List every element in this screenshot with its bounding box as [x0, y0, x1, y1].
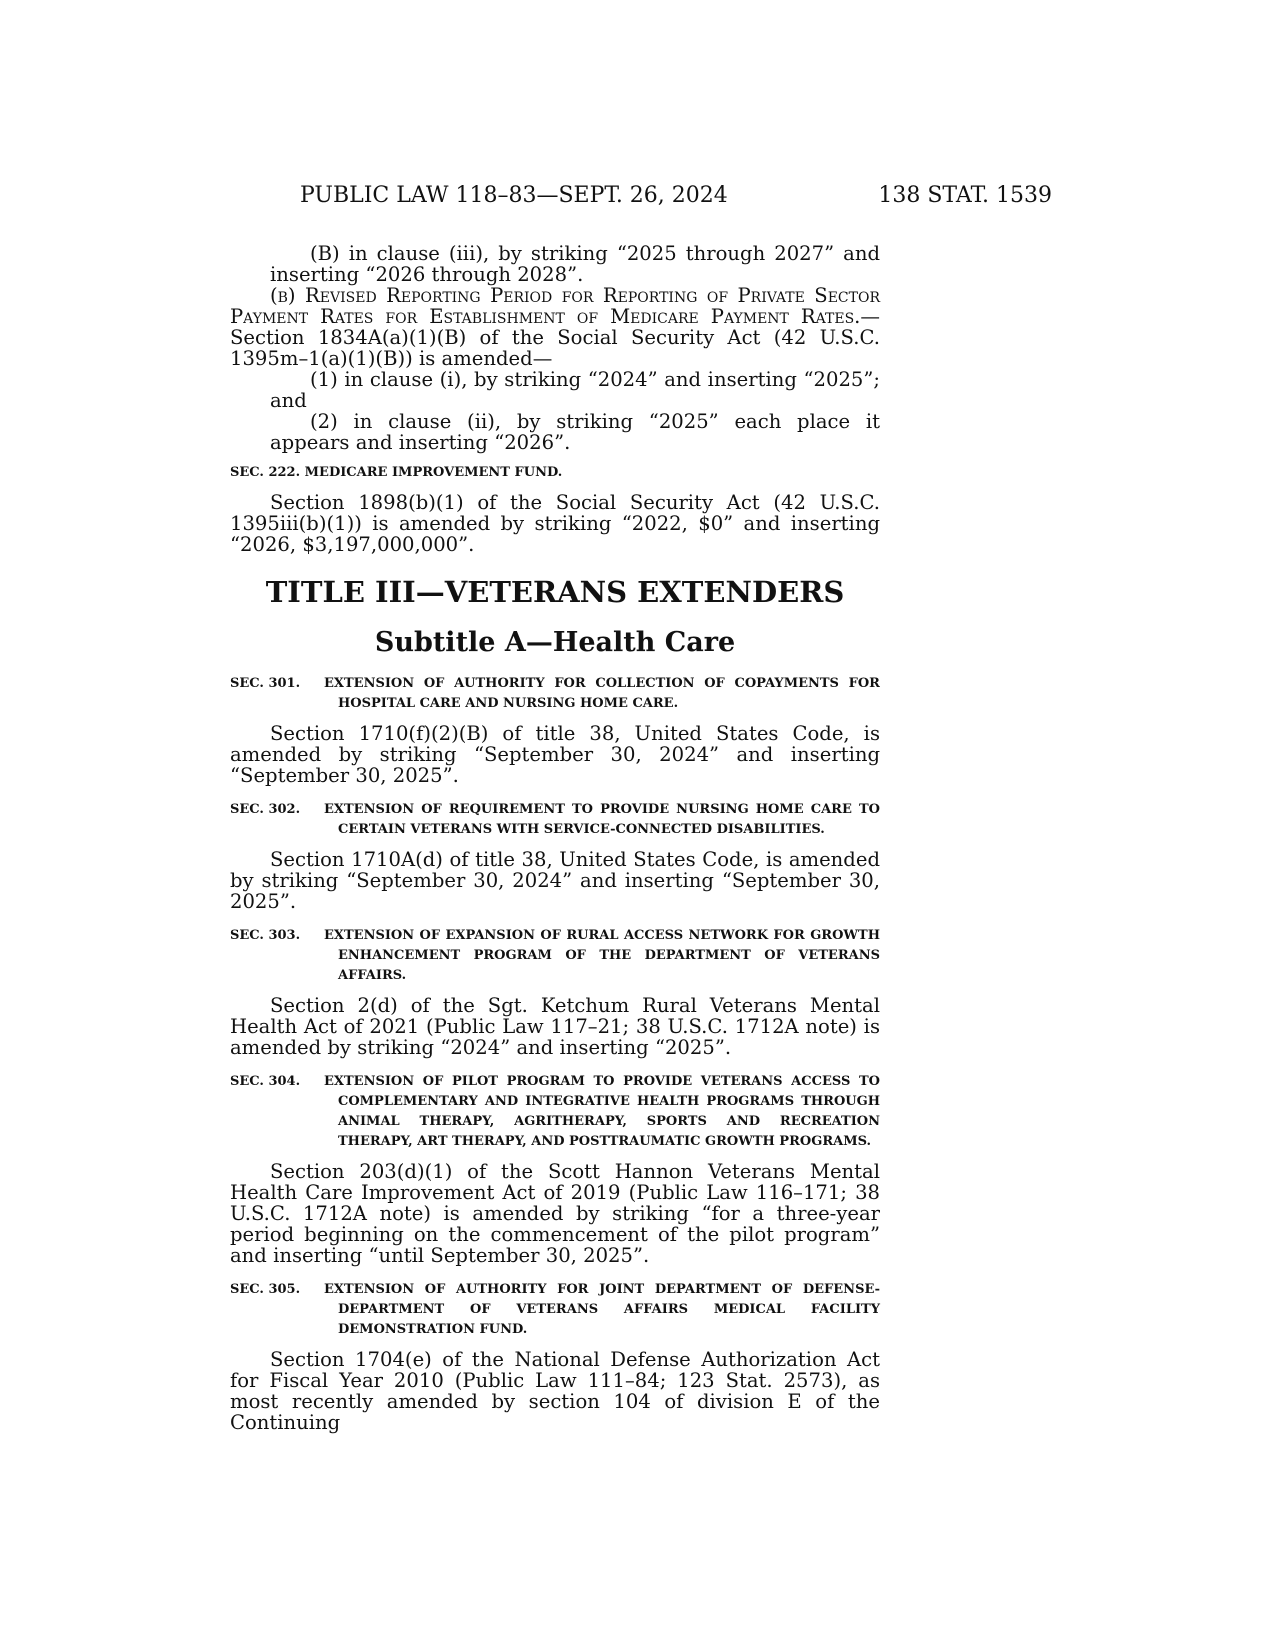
sec-303-heading — [230, 926, 880, 986]
sec-304-text: Section 203(d)(1) of the Scott Hannon Veterans Mental Health Care Improvement Act of 2019 (Public Law 116–171; 38 U.S.C. 1712A note) is amended by striking “for a three-year period beginning on the commencement of the pilot program” and inserting “until September 30, 2025”. — [230, 1160, 880, 1267]
subsection-b-item-2: (2) in clause (ii), by striking “2025” each place it appears and inserting “2026”. — [270, 410, 880, 454]
sec-304-heading — [230, 1072, 880, 1152]
sec-305-heading — [230, 1280, 880, 1340]
sec-304-title: EXTENSION OF PILOT PROGRAM TO PROVIDE VETERANS ACCESS TO COMPLEMENTARY AND INTEGRATIVE HEALTH PROGRAMS THROUGH ANIMAL THERAPY, AGRITHERAPY, SPORTS AND RECREATION THERAPY, ART THERAPY, AND POSTTRAUMATIC GROWTH PROGRAMS. — [324, 1074, 880, 1149]
sec-302-text: Section 1710A(d) of title 38, United States Code, is amended by striking “September 30, 2024” and inserting “September 30, 2025”. — [230, 848, 880, 913]
clause-b-paragraph: (B) in clause (iii), by striking “2025 through 2027” and inserting “2026 through 2028”. — [270, 242, 880, 286]
sec-303-number: SEC. 303. — [230, 928, 301, 943]
sec-301-number: SEC. 301. — [230, 676, 301, 691]
stat-page-number: 138 STAT. 1539 — [878, 183, 1052, 208]
subsection-b — [230, 285, 880, 369]
sec-301-title: EXTENSION OF AUTHORITY FOR COLLECTION OF COPAYMENTS FOR HOSPITAL CARE AND NURSING HOME CARE. — [324, 676, 880, 711]
sec-305-title: EXTENSION OF AUTHORITY FOR JOINT DEPARTMENT OF DEFENSE-DEPARTMENT OF VETERANS AFFAIRS MEDICAL FACILITY DEMONSTRATION FUND. — [324, 1282, 880, 1337]
sec-303-text: Section 2(d) of the Sgt. Ketchum Rural Veterans Mental Health Act of 2021 (Public Law 117–21; 38 U.S.C. 1712A note) is amended by striking “2024” and inserting “2025”. — [230, 994, 880, 1059]
subsection-b-item-1: (1) in clause (i), by striking “2024” and inserting “2025”; and — [270, 368, 880, 412]
sec-301-text: Section 1710(f)(2)(B) of title 38, United States Code, is amended by striking “September 30, 2024” and inserting “September 30, 2025”. — [230, 722, 880, 787]
sec-305-text: Section 1704(e) of the National Defense Authorization Act for Fiscal Year 2010 (Public Law 111–84; 123 Stat. 2573), as most recently amended by section 104 of division E of the Continuing — [230, 1348, 880, 1434]
sec-222-heading: SEC. 222. MEDICARE IMPROVEMENT FUND. — [230, 465, 563, 480]
running-header — [230, 183, 1052, 213]
sec-302-heading — [230, 800, 880, 840]
sec-305-number: SEC. 305. — [230, 1282, 301, 1297]
sec-301-heading — [230, 674, 880, 714]
subsection-b-heading: (b) Revised Reporting Period for Reporting of Private Sector Payment Rates for Establishment of Medicare Payment Rates. — [230, 284, 880, 328]
sec-303-title: EXTENSION OF EXPANSION OF RURAL ACCESS NETWORK FOR GROWTH ENHANCEMENT PROGRAM OF THE DEPARTMENT OF VETERANS AFFAIRS. — [324, 928, 880, 983]
page-body — [230, 243, 880, 1433]
subsection-b-text: —Section 1834A(a)(1)(B) of the Social Security Act (42 U.S.C. 1395m–1(a)(1)(B)) is amended— — [230, 305, 880, 370]
sec-302-title: EXTENSION OF REQUIREMENT TO PROVIDE NURSING HOME CARE TO CERTAIN VETERANS WITH SERVICE-CONNECTED DISABILITIES. — [324, 802, 880, 837]
sec-222-text: Section 1898(b)(1) of the Social Security Act (42 U.S.C. 1395iii(b)(1)) is amended by striking “2022, $0” and inserting “2026, $3,197,000,000”. — [230, 491, 880, 556]
sec-302-number: SEC. 302. — [230, 802, 301, 817]
subtitle-heading: Subtitle A—Health Care — [374, 627, 736, 658]
running-head-title: PUBLIC LAW 118–83—SEPT. 26, 2024 — [300, 183, 728, 208]
sec-304-number: SEC. 304. — [230, 1074, 301, 1089]
title-heading: TITLE III—VETERANS EXTENDERS — [265, 575, 845, 609]
